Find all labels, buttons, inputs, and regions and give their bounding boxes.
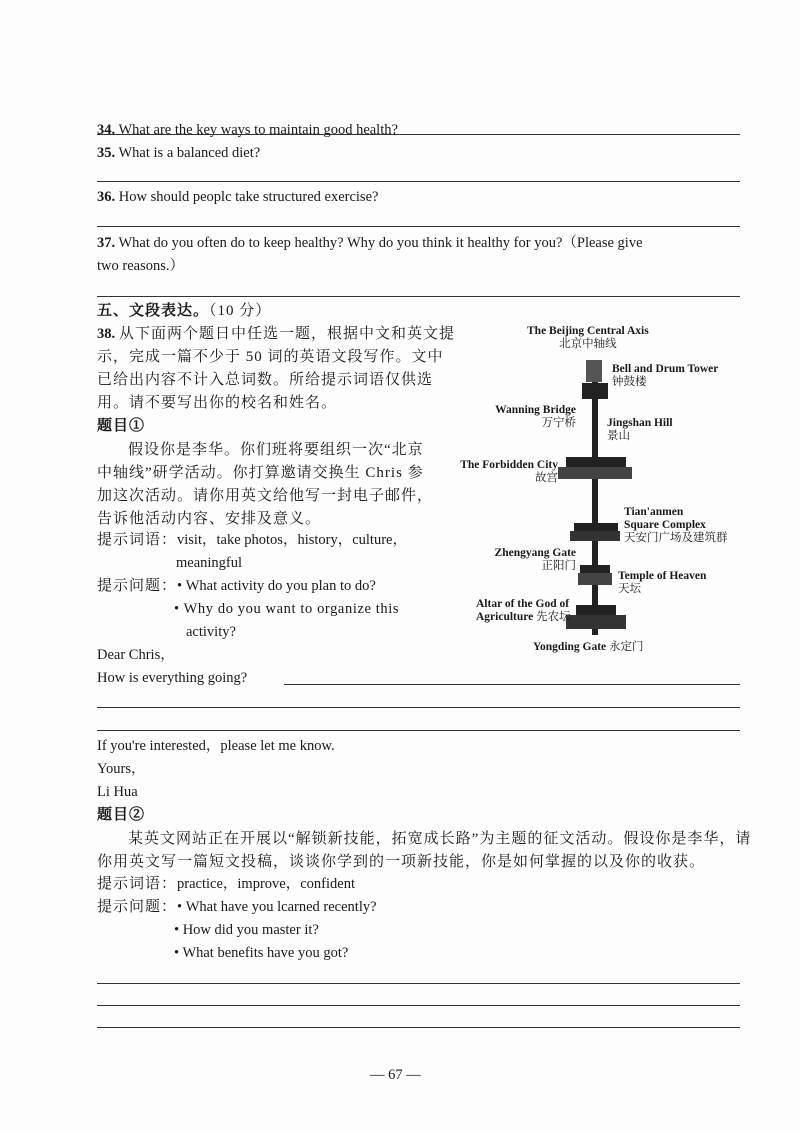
question-37 [97, 233, 643, 253]
hint-question: • What activity do you plan to do? [177, 578, 376, 594]
answer-line[interactable] [97, 1005, 740, 1006]
question-text: What is a balanced diet? [118, 145, 261, 161]
label-jingshan-hill [607, 417, 673, 443]
hint-label: 提示词语： [97, 532, 178, 548]
letter-name: Li Hua [97, 784, 138, 800]
label-temple-of-heaven [618, 570, 706, 596]
hint-question: • What benefits have you got? [174, 945, 349, 961]
label-en: Square Complex [624, 519, 706, 531]
label-cn: 故宫 [535, 472, 558, 484]
topic-desc: 告诉他活动内容、安排及意义。 [97, 511, 322, 527]
letter-signoff: Yours， [97, 761, 146, 777]
label-en: Tian'anmen [624, 506, 684, 518]
letter-closing: If you're interested，please let me know. [97, 738, 335, 754]
question-number: 37. [97, 235, 116, 251]
topic-desc: 假设你是李华。你们班将要组织一次“北京 [128, 442, 424, 458]
label-en: Bell and Drum Tower [612, 363, 719, 375]
hint-questions [97, 576, 376, 596]
diagram-title-cn: 北京中轴线 [559, 338, 617, 350]
label-en: Yongding Gate [533, 641, 607, 653]
topic-1-label: 题目① [97, 418, 146, 434]
question-number: 38. [97, 326, 116, 342]
hint-value: meaningful [176, 555, 243, 571]
instruction-line: 已给出内容不计入总词数。所给提示词语仅供选 [97, 372, 434, 388]
hint-label: 提示词语： [97, 876, 178, 892]
answer-line[interactable] [97, 181, 740, 182]
instruction-line: 用。请不要写出你的校名和姓名。 [97, 395, 338, 411]
label-en: Agriculture [476, 611, 534, 623]
hint-value: practice，improve，confident [177, 876, 355, 892]
label-bell-drum-tower [612, 363, 718, 389]
question-34 [97, 120, 398, 140]
label-cn: 万宁桥 [541, 417, 576, 429]
hint-words [97, 530, 407, 550]
label-cn: 天坛 [618, 583, 641, 595]
question-number: 36. [97, 189, 116, 205]
instruction-line: 示，完成一篇不少于 50 词的英语文段写作。文中 [97, 349, 444, 365]
question-text: What do you often do to keep healthy? Why do you think it healthy for you?（Please give [118, 235, 643, 251]
label-cn: 天安门广场及建筑群 [624, 532, 728, 544]
answer-line[interactable] [97, 730, 740, 731]
topic-desc: 你用英文写一篇短文投稿，谈谈你学到的一项新技能，你是如何掌握的以及你的收获。 [97, 854, 706, 870]
instruction-line: 从下面两个题日中任选一题，根据中文和英文提 [119, 326, 456, 342]
diagram-title [527, 325, 649, 351]
question-text: How should peoplc take structured exercise? [118, 189, 379, 205]
label-cn: 钟鼓楼 [612, 376, 647, 388]
label-tiananmen [624, 506, 728, 545]
label-cn: 先农坛 [536, 611, 571, 623]
answer-line[interactable] [97, 226, 740, 227]
label-zhengyang-gate [495, 547, 576, 573]
label-wanning-bridge [495, 404, 576, 430]
hint-questions [97, 897, 377, 917]
label-en: Jingshan Hill [607, 417, 673, 429]
hint-label: 提示问题： [97, 899, 178, 915]
question-text: What are the key ways to maintain good health? [118, 122, 398, 138]
label-cn: 景山 [607, 430, 630, 442]
label-yongding-gate [533, 641, 644, 654]
label-altar-agriculture [476, 598, 571, 624]
label-cn: 永定门 [609, 641, 644, 653]
answer-line[interactable] [97, 296, 740, 297]
hint-words [97, 874, 355, 894]
topic-desc: 某英文网站正在开展以“解锁新技能，拓宽成长路”为主题的征文活动。假设你是李华，请 [128, 831, 752, 847]
label-cn: 正阳门 [541, 560, 576, 572]
question-35 [97, 143, 260, 163]
section-heading: 五、文段表达。 [97, 303, 210, 319]
topic-2-label: 题目② [97, 807, 146, 823]
answer-line[interactable] [284, 684, 740, 685]
topic-desc: 加这次活动。请你用英文给他写一封电子邮件， [97, 488, 434, 504]
section-title [97, 301, 271, 321]
label-en: Altar of the God of [476, 598, 570, 610]
question-number: 35. [97, 145, 116, 161]
page-number: — 67 — [370, 1067, 421, 1083]
topic-desc: 中轴线”研学活动。你打算邀请交换生 Chris 参 [97, 465, 424, 481]
answer-line[interactable] [97, 707, 740, 708]
question-number: 34. [97, 122, 116, 138]
question-36 [97, 187, 378, 207]
hint-question: • What have you lcarned recently? [177, 899, 377, 915]
answer-line[interactable] [97, 134, 740, 135]
hint-label: 提示问题： [97, 578, 178, 594]
question-text-cont: two reasons.） [97, 258, 184, 274]
label-en: The Forbidden City [460, 459, 558, 471]
letter-greeting: Dear Chris， [97, 647, 175, 663]
label-en: Wanning Bridge [495, 404, 576, 416]
diagram-title-en: The Beijing Central Axis [527, 325, 649, 337]
answer-line[interactable] [97, 983, 740, 984]
label-en: Zhengyang Gate [494, 547, 576, 559]
hint-question: • Why do you want to organize this [174, 601, 400, 617]
hint-value: visit，take photos，history，culture， [177, 532, 407, 548]
label-en: Temple of Heaven [618, 570, 707, 582]
section-score: （10 分） [209, 303, 272, 319]
answer-line[interactable] [97, 1027, 740, 1028]
hint-question: activity? [186, 624, 236, 640]
letter-opening: How is everything going? [97, 670, 248, 686]
label-forbidden-city [460, 459, 558, 485]
hint-question: • How did you master it? [174, 922, 319, 938]
